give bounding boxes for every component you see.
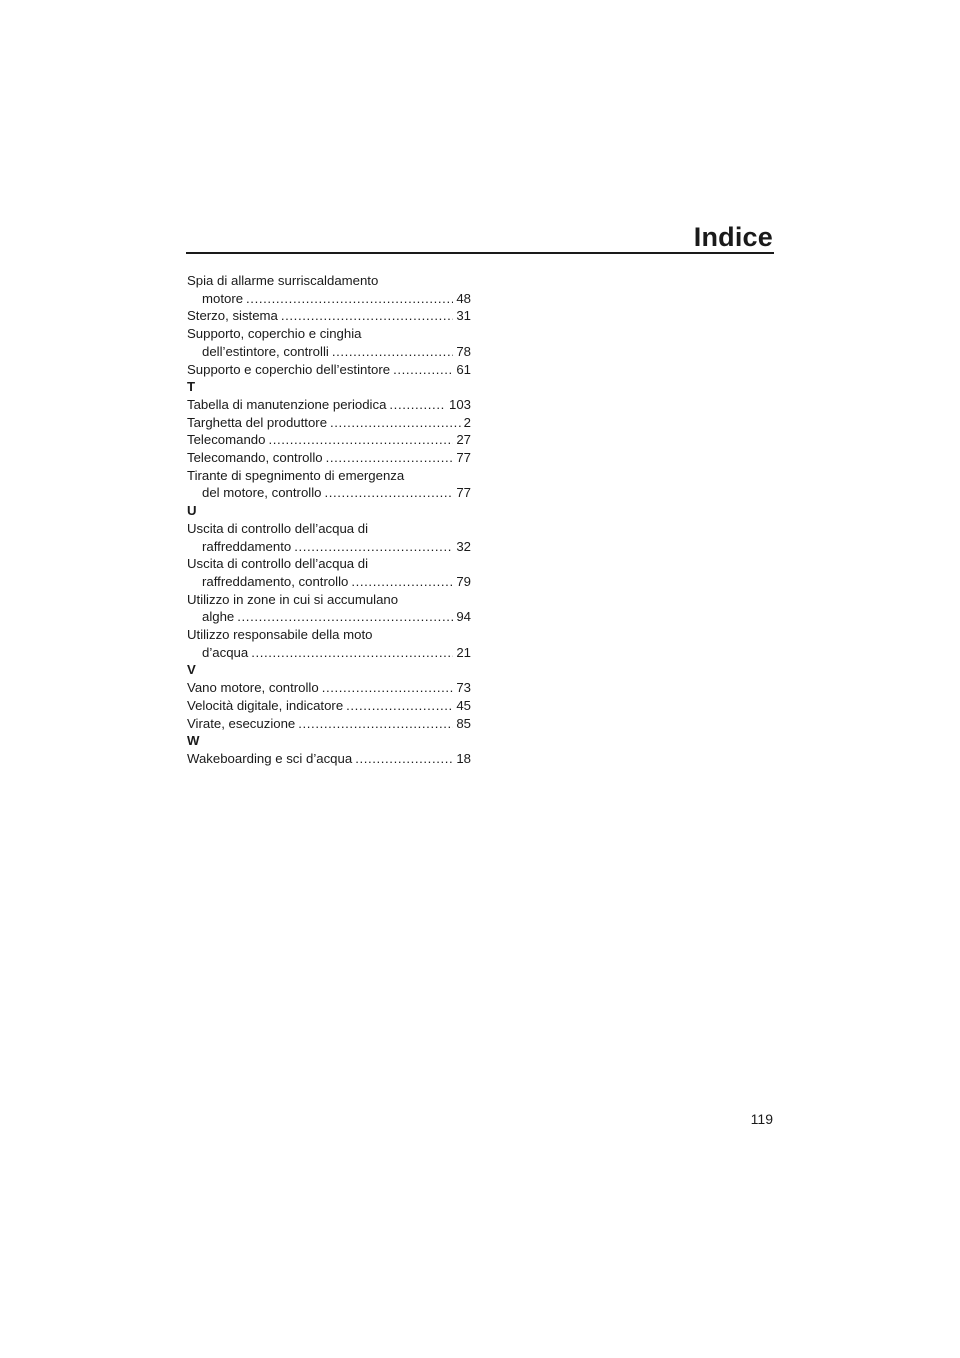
dot-leader [237, 608, 453, 626]
dot-leader [346, 697, 453, 715]
index-entry [187, 325, 471, 360]
index-entry [187, 431, 471, 449]
index-letter-heading: T [187, 379, 196, 395]
index-entry-text: Spia di allarme surriscaldamento [187, 273, 379, 288]
index-entry [187, 626, 471, 661]
index-entry-page: 73 [456, 680, 471, 696]
index-entry-text: Uscita di controllo dell’acqua di [187, 556, 369, 572]
dot-leader [389, 396, 446, 414]
index-entry [187, 591, 471, 626]
title-rule [186, 252, 774, 254]
index-entry-text: raffreddamento, controllo [202, 573, 349, 589]
index-entry-text: Telecomando, controllo [187, 450, 323, 466]
index-entry-text: Utilizzo in zone in cui si accumulano [187, 591, 399, 607]
index-entry [187, 414, 471, 432]
index-list [187, 272, 471, 768]
index-entry [187, 679, 471, 697]
index-entry-page: 94 [456, 609, 471, 625]
dot-leader [355, 750, 453, 768]
index-entry-page: 31 [456, 308, 471, 324]
index-letter-heading: V [187, 662, 196, 678]
index-entry-text: dell’estintore, controlli [202, 343, 329, 359]
index-entry [187, 697, 471, 715]
index-entry-page: 61 [456, 361, 471, 377]
index-entry [187, 715, 471, 733]
dot-leader [393, 361, 453, 379]
index-entry-text: raffreddamento [202, 538, 292, 554]
index-entry [187, 272, 471, 307]
index-entry-text: Velocità digitale, indicatore [187, 697, 344, 713]
index-entry-page: 18 [456, 750, 471, 766]
index-entry-page: 77 [456, 450, 471, 466]
dot-leader [351, 573, 453, 591]
index-entry [187, 467, 471, 502]
index-entry-text: Supporto, coperchio e cinghia [187, 326, 362, 342]
index-entry [187, 449, 471, 467]
index-entry-text: alghe [202, 609, 235, 625]
index-entry-page: 2 [463, 414, 471, 430]
dot-leader [268, 431, 453, 449]
page-title: Indice [693, 222, 773, 252]
index-entry-page: 79 [456, 573, 471, 589]
index-entry-page: 78 [456, 343, 471, 359]
index-entry-page: 48 [456, 290, 471, 306]
index-letter-heading: U [187, 503, 197, 519]
index-entry [187, 750, 471, 768]
index-entry-page: 45 [456, 697, 471, 713]
index-entry-text: Utilizzo responsabile della moto [187, 627, 373, 643]
index-entry-text: Wakeboarding e sci d’acqua [187, 750, 353, 766]
page-number: 119 [750, 1111, 773, 1127]
dot-leader [324, 484, 453, 502]
index-entry-text: Tabella di manutenzione periodica [187, 396, 387, 412]
dot-leader [246, 290, 453, 308]
dot-leader [332, 343, 454, 361]
index-entry-text: Telecomando [187, 432, 266, 448]
index-entry-text: d’acqua [202, 644, 249, 660]
index-entry-text: Sterzo, sistema [187, 308, 278, 324]
index-entry-page: 32 [456, 538, 471, 554]
index-entry [187, 307, 471, 325]
index-entry-page: 85 [456, 715, 471, 731]
index-entry [187, 361, 471, 379]
index-entry-text: Tirante di spegnimento di emergenza [187, 467, 405, 483]
index-entry-text: Targhetta del produttore [187, 414, 328, 430]
index-letter-heading: W [187, 733, 200, 749]
dot-leader [294, 538, 453, 556]
dot-leader [322, 679, 454, 697]
dot-leader [330, 414, 461, 432]
index-entry-page: 77 [456, 485, 471, 501]
index-entry-page: 103 [448, 396, 471, 412]
index-entry [187, 555, 471, 590]
index-entry-page: 27 [456, 432, 471, 448]
index-entry-text: Uscita di controllo dell’acqua di [187, 520, 369, 536]
index-entry-text: del motore, controllo [202, 485, 322, 501]
index-entry-page: 21 [456, 644, 471, 660]
index-entry-text: Vano motore, controllo [187, 680, 319, 696]
index-entry [187, 396, 471, 414]
index-entry-text: Virate, esecuzione [187, 715, 296, 731]
dot-leader [298, 715, 453, 733]
index-entry-text: Supporto e coperchio dell’estintore [187, 361, 391, 377]
index-entry [187, 520, 471, 555]
dot-leader [326, 449, 454, 467]
index-entry-text: motore [202, 290, 244, 306]
dot-leader [251, 644, 453, 662]
dot-leader [281, 307, 453, 325]
